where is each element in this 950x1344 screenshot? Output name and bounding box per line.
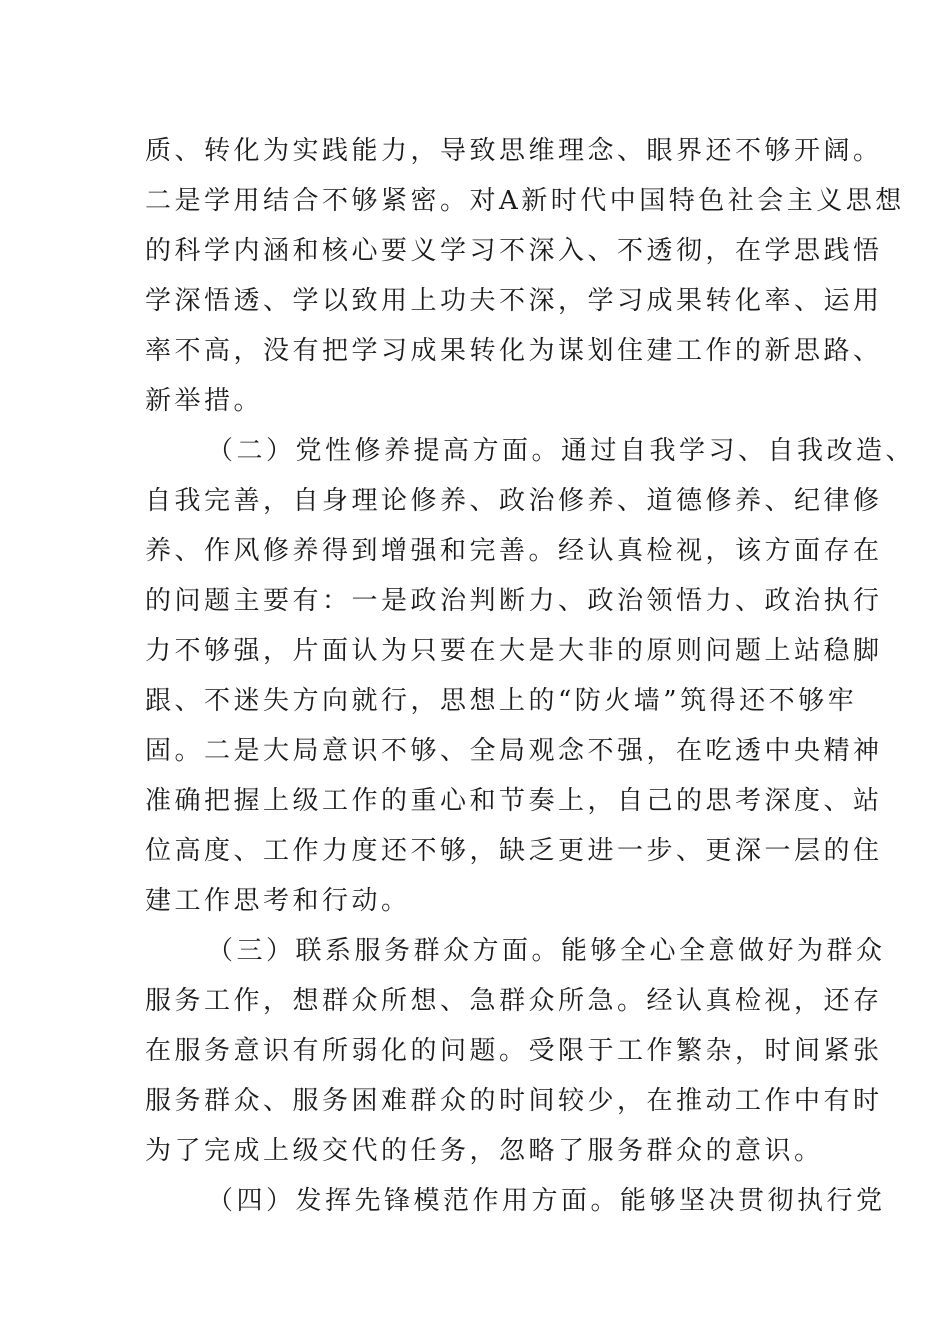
text-line: 质、转化为实践能力，导致思维理念、眼界还不够开阔。 [145,136,883,166]
text-line: 养、作风修养得到增强和完善。经认真检视，该方面存在 [145,536,883,566]
text-line: 跟、不迷失方向就行，思想上的“防火墙”筑得还不够牢 [145,686,858,716]
section-heading-line: （四）发挥先锋模范作用方面。能够坚决贯彻执行党 [207,1186,886,1216]
text-line: 位高度、工作力度还不够，缺乏更进一步、更深一层的住 [145,836,883,866]
text-line: 新举措。 [145,386,264,416]
text-line: 的科学内涵和核心要义学习不深入、不透彻，在学思践悟 [145,236,883,266]
body-text [145,126,916,1226]
text-line: 率不高，没有把学习成果转化为谋划住建工作的新思路、 [145,336,883,366]
text-line: 服务工作，想群众所想、急群众所急。经认真检视，还存 [145,986,883,1016]
text-line: 自我完善，自身理论修养、政治修养、道德修养、纪律修 [145,486,883,516]
text-line: 建工作思考和行动。 [145,886,411,916]
section-heading-line: （三）联系服务群众方面。能够全心全意做好为群众 [207,936,886,966]
text-line: 准确把握上级工作的重心和节奏上，自己的思考深度、站 [145,786,883,816]
text-line: 二是学用结合不够紧密。对A新时代中国特色社会主义思想 [145,186,905,216]
text-line: 在服务意识有所弱化的问题。受限于工作繁杂，时间紧张 [145,1036,883,1066]
section-heading-line: （二）党性修养提高方面。通过自我学习、自我改造、 [207,436,916,466]
text-line: 固。二是大局意识不够、全局观念不强，在吃透中央精神 [145,736,883,766]
text-line: 的问题主要有：一是政治判断力、政治领悟力、政治执行 [145,586,883,616]
text-line: 服务群众、服务困难群众的时间较少，在推动工作中有时 [145,1086,883,1116]
text-line: 力不够强，片面认为只要在大是大非的原则问题上站稳脚 [145,636,883,666]
text-line: 为了完成上级交代的任务，忽略了服务群众的意识。 [145,1136,824,1166]
text-line: 学深悟透、学以致用上功夫不深，学习成果转化率、运用 [145,286,883,316]
